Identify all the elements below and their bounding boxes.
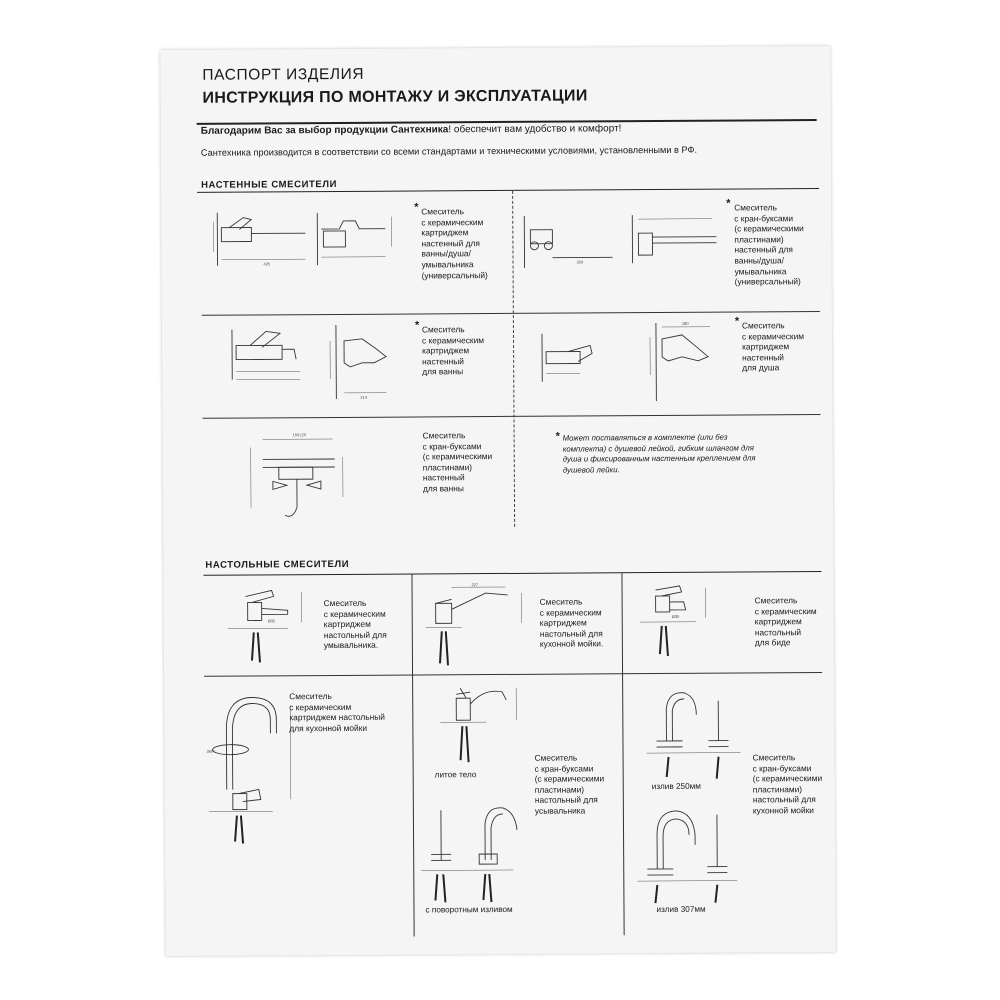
table-item-4-desc: Смеситель с керамическим картриджем настольный для кухонной мойки xyxy=(289,691,386,734)
table-col-divider-2 xyxy=(621,573,624,935)
svg-text:180: 180 xyxy=(681,320,689,326)
instruction-sheet xyxy=(160,46,836,956)
wall-item-3-desc: Смеситель с керамическим картриджем настенный для ванны xyxy=(421,324,485,377)
thanks-rest: ! обеспечит вам удобство и комфорт! xyxy=(448,123,622,136)
table-mixer-5a-drawing xyxy=(426,680,527,771)
page-title-instructions: ИНСТРУКЦИЯ ПО МОНТАЖУ И ЭКСПЛУАТАЦИИ xyxy=(202,87,588,107)
wall-item-4-desc: Смеситель с керамическим картриджем настенный для душа xyxy=(741,320,805,373)
section-title-table: НАСТОЛЬНЫЕ СМЕСИТЕЛИ xyxy=(205,558,350,571)
section-divider-table xyxy=(203,571,821,576)
wall-mixer-5-drawing xyxy=(223,427,414,523)
thanks-text xyxy=(201,123,622,137)
caption-cast-body: литое тело xyxy=(434,770,477,780)
svg-text:150±20: 150±20 xyxy=(292,432,306,438)
svg-text:214: 214 xyxy=(360,394,368,400)
compliance-text: Сантехника производится в соответствии со всеми стандартами и техническими условиями, установленными в РФ. xyxy=(200,144,698,158)
wall-item-1-star: * xyxy=(414,201,419,214)
wall-item-2-star: * xyxy=(726,197,731,210)
thanks-bold: Благодарим Вас за выбор продукции Сантехника xyxy=(200,124,449,137)
table-item-3-desc: Смеситель с керамическим картриджем настольный для биде xyxy=(754,595,817,648)
table-item-5-desc: Смеситель с кран-буксами (с керамическими пластинами) настольный для усывальника xyxy=(534,752,605,816)
svg-text:227: 227 xyxy=(471,582,479,588)
note-star: * xyxy=(555,430,560,443)
wall-mixer-3-drawing xyxy=(210,319,411,405)
table-item-1-desc: Смеситель с керамическим картриджем настольный для умывальника. xyxy=(323,597,387,651)
table-mixer-3-drawing xyxy=(625,579,746,670)
wall-mixer-2-drawing xyxy=(516,207,726,278)
wall-item-5-desc: Смеситель с кран-буксами (с керамическими пластинами) настенный для ванны xyxy=(422,430,493,494)
wall-item-1-desc: Смеситель с керамическим картриджем настенный для ванны/душа/ умывальника (универсальный) xyxy=(421,206,488,281)
wall-mixer-1-drawing xyxy=(209,207,409,278)
caption-spout-250: излив 250мм xyxy=(651,781,701,792)
table-mixer-6b-drawing xyxy=(633,804,754,905)
table-col-divider-1 xyxy=(411,575,414,937)
svg-text:350: 350 xyxy=(576,259,584,265)
wall-mixer-4-drawing xyxy=(532,317,733,408)
caption-spout-307: излив 307мм xyxy=(656,904,706,915)
svg-text:425: 425 xyxy=(263,261,271,267)
table-mixer-5b-drawing xyxy=(417,800,528,911)
table-item-6-desc: Смеситель с кран-буксами (с керамическими пластинами) настольный для кухонной мойки xyxy=(752,752,823,816)
table-mixer-6a-drawing xyxy=(632,684,753,781)
table-item-2-desc: Смеситель с керамическим картриджем настольный для кухонной мойки. xyxy=(539,596,604,650)
section-title-wall: НАСТЕННЫЕ СМЕСИТЕЛИ xyxy=(201,178,338,191)
wall-grid-divider xyxy=(512,191,515,527)
page-title-passport: ПАСПОРТ ИЗДЕЛИЯ xyxy=(202,65,365,84)
caption-swivel-spout: с поворотным изливом xyxy=(425,904,513,915)
svg-text:Ø35: Ø35 xyxy=(671,613,680,619)
wall-item-4-star: * xyxy=(734,315,740,328)
svg-text:Ø35: Ø35 xyxy=(267,618,276,624)
wall-item-3-star: * xyxy=(414,319,420,332)
svg-text:360°: 360° xyxy=(206,748,215,754)
shower-kit-note: Может поставляться в комплекте (или без комплекта) с душевой лейкой, гибким шлангом для душа и фиксированным настенным креплением для душевой лейки. xyxy=(562,432,756,475)
wall-item-2-desc: Смеситель с кран-буксами (с керамическими пластинами) настенный для ванны/душа/ умывальника (универсальный) xyxy=(734,202,804,287)
wall-row-divider-2 xyxy=(202,414,820,419)
wall-row-divider-1 xyxy=(202,311,820,316)
table-mixer-2-drawing xyxy=(421,581,542,674)
table-mixer-1-drawing xyxy=(211,582,332,673)
